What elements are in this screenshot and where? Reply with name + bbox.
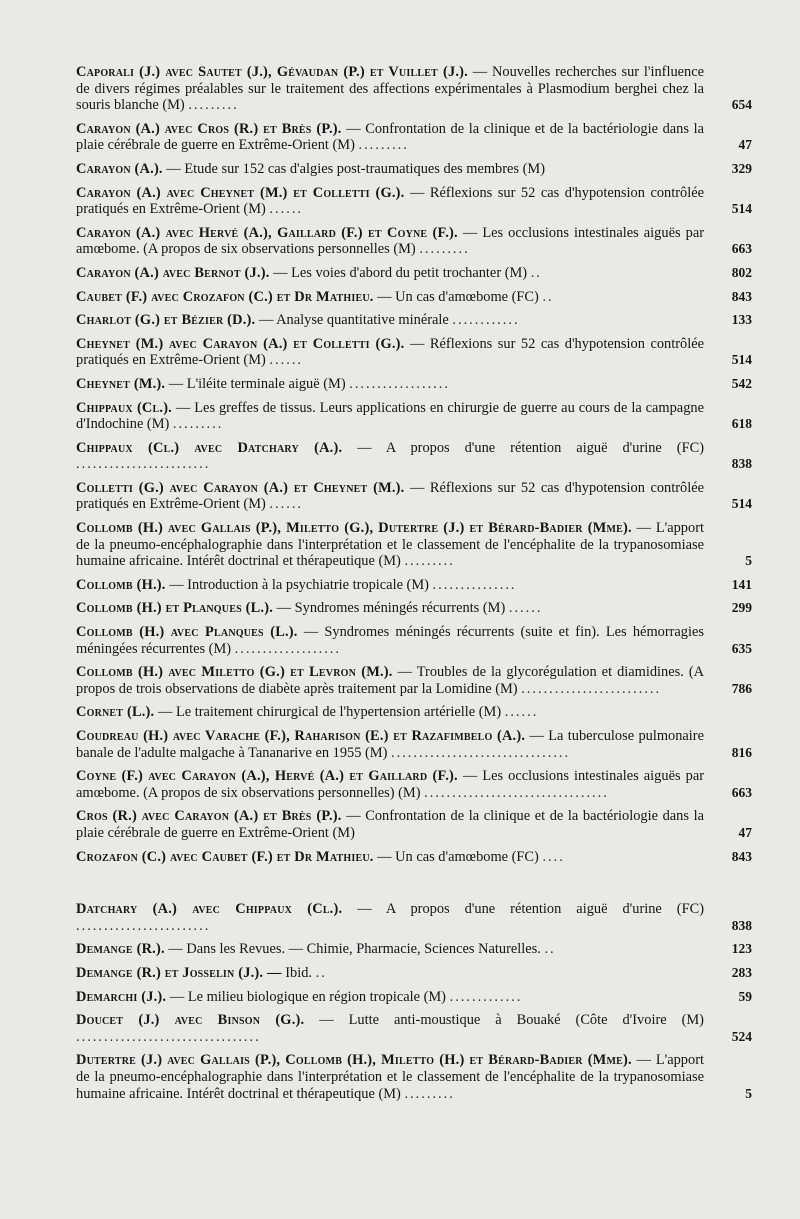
entry-authors: Caporali (J.) avec Sautet (J.), Gévaudan (P.) et Vuillet (J.). xyxy=(76,64,468,80)
entry-page: 283 xyxy=(731,964,752,980)
entry-page: 141 xyxy=(731,576,752,592)
entry-authors: Carayon (A.) avec Cros (R.) et Brès (P.). xyxy=(76,120,342,137)
index-entry: Demange (R.). — Dans les Revues. — Chimie, Pharmacie, Sciences Naturelles. .. 123 xyxy=(76,941,752,958)
entry-authors: Cornet (L.). xyxy=(76,704,155,721)
entry-title: Ibid. xyxy=(285,964,313,981)
entry-page: 816 xyxy=(731,744,752,760)
index-entry xyxy=(76,161,752,178)
entry-title: — Le traitement chirurgical de l'hypertension artérielle (M) xyxy=(157,704,502,721)
author-index xyxy=(76,64,752,1109)
entry-title: — Confrontation de la clinique et de la bactériologie dans la plaie cérébrale de guerre en Extrême-Orient (M) xyxy=(76,120,704,154)
entry-title: — Lutte anti-moustique à Bouaké (Côte d'Ivoire (M) xyxy=(319,1012,704,1029)
entry-authors: Collomb (H.). xyxy=(76,576,166,593)
entry-page: 786 xyxy=(731,680,752,696)
entry-title: — Le milieu biologique en région tropicale (M) xyxy=(169,988,446,1005)
entry-page: 843 xyxy=(731,848,752,864)
index-entry xyxy=(76,808,752,841)
entry-title: — A propos d'une rétention aiguë d'urine (FC) xyxy=(357,901,704,918)
index-entry: Carayon (A.) avec Cros (R.) et Brès (P.). — Confrontation de la clinique et de la bactériologie dans la plaie cérébrale de guerre en Extrême-Orient (M) ......... 47 xyxy=(76,120,752,154)
entry-authors: Demange (R.) et Josselin (J.). — xyxy=(76,964,282,981)
entry-page: 635 xyxy=(731,640,752,656)
entry-authors: Carayon (A.) avec Bernot (J.). xyxy=(76,264,270,281)
index-entry: Collomb (H.) avec Miletto (G.) et Levron (M.). — Troubles de la glycorégulation et diamidines. (A propos de trois observations de diabète après traitement par la Lomidine (M) ......................... 786 xyxy=(76,664,752,697)
entry-authors: Datchary (A.) avec Chippaux (Cl.). xyxy=(76,901,343,918)
entry-authors: Carayon (A.) avec Cheynet (M.) et Colletti (G.). xyxy=(76,184,405,201)
entry-title: — Etude sur 152 cas d'algies post-traumatiques des membres (M) xyxy=(166,160,546,177)
index-entry: Cornet (L.). — Le traitement chirurgical de l'hypertension artérielle (M) ...... xyxy=(76,704,539,721)
entry-page: 329 xyxy=(731,160,752,176)
entry-page: 802 xyxy=(731,264,752,280)
index-entry: Collomb (H.). — Introduction à la psychiatrie tropicale (M) ............... 141 xyxy=(76,576,752,593)
entry-authors: Collomb (H.) avec Miletto (G.) et Levron (M.). xyxy=(76,664,393,681)
entry-authors: Charlot (G.) et Bézier (D.). xyxy=(76,312,256,329)
entry-authors: Collomb (H.) avec Gallais (P.), Miletto (G.), Dutertre (J.) et Bérard-Badier (Mme). xyxy=(76,520,632,537)
index-entry: Caubet (F.) avec Crozafon (C.) et Dr Mathieu. — Un cas d'amœbome (FC) .. 843 xyxy=(76,288,752,305)
entry-title: — L'apport de la pneumo-encéphalographie dans l'interprétation et le classement de l'encéphalite de la trypanosomiase humaine africaine. Intérêt doctrinal et thérapeutique (M) xyxy=(76,520,704,570)
index-entry: Cheynet (M.) avec Carayon (A.) et Colletti (G.). — Réflexions sur 52 cas d'hypotension contrôlée pratiqués en Extrême-Orient (M) ...... 514 xyxy=(76,335,752,369)
entry-page: 514 xyxy=(731,352,752,368)
index-entry: Chippaux (Cl.). — Les greffes de tissus. Leurs applications en chirurgie de guerre au cours de la campagne d'Indochine (M) ......... 618 xyxy=(76,399,752,433)
entry-page: 542 xyxy=(731,375,752,391)
entry-authors: Demarchi (J.). xyxy=(76,988,167,1005)
entry-page: 5 xyxy=(745,553,752,569)
index-entry: Demange (R.) et Josselin (J.). — Ibid. .. 283 xyxy=(76,964,752,981)
entry-page: 133 xyxy=(731,312,752,328)
entry-title: — Dans les Revues. — Chimie, Pharmacie, Sciences Naturelles. xyxy=(168,941,541,958)
entry-authors: Cros (R.) avec Carayon (A.) et Brès (P.). xyxy=(76,808,342,825)
entry-title: — Syndromes méningés récurrents (M) xyxy=(276,600,506,617)
entry-authors: Crozafon (C.) avec Caubet (F.) et Dr Mathieu. xyxy=(76,848,374,865)
entry-authors: Caubet (F.) avec Crozafon (C.) et Dr Mathieu. xyxy=(76,288,374,305)
entry-authors: Cheynet (M.). xyxy=(76,375,166,392)
entry-page: 663 xyxy=(731,784,752,800)
index-entry: Carayon (A.) avec Cheynet (M.) et Colletti (G.). — Réflexions sur 52 cas d'hypotension contrôlée pratiqués en Extrême-Orient (M) ...... 514 xyxy=(76,184,752,218)
index-entry: Collomb (H.) avec Gallais (P.), Miletto (G.), Dutertre (J.) et Bérard-Badier (Mme). — L'apport de la pneumo-encéphalographie dans l'interprétation et le classement de l'encéphalite de la trypanosomiase humaine africaine. Intérêt doctrinal et thérapeutique (M) ......... 5 xyxy=(76,520,752,570)
index-entry: Carayon (A.) avec Hervé (A.), Gaillard (F.) et Coyne (F.). — Les occlusions intestinales aiguës par amœbome. (A propos de six observations personnelles (M) ......... 663 xyxy=(76,224,752,258)
entry-title: — Un cas d'amœbome (FC) xyxy=(377,288,539,305)
entry-page: 5 xyxy=(745,1085,752,1101)
entry-title: — Les greffes de tissus. Leurs applications en chirurgie de guerre au cours de la campagne d'Indochine (M) xyxy=(76,399,704,433)
index-entry: Datchary (A.) avec Chippaux (Cl.). — A propos d'une rétention aiguë d'urine (FC) ........................ 838 xyxy=(76,901,752,934)
entry-page: 663 xyxy=(731,241,752,257)
entry-page: 47 xyxy=(738,137,752,153)
entry-authors: Coyne (F.) avec Carayon (A.), Hervé (A.) et Gaillard (F.). xyxy=(76,768,458,785)
index-entry: Demarchi (J.). — Le milieu biologique en région tropicale (M) ............. 59 xyxy=(76,988,752,1005)
entry-title: — Les voies d'abord du petit trochanter (M) xyxy=(273,264,528,281)
entry-page: 654 xyxy=(731,97,752,113)
entry-title: — Réflexions sur 52 cas d'hypotension contrôlée pratiqués en Extrême-Orient (M) xyxy=(76,479,704,513)
entry-page: 59 xyxy=(738,988,752,1004)
entry-title: — La tuberculose pulmonaire banale de l'adulte malgache à Tananarive en 1955 (M) xyxy=(76,728,704,761)
index-entry: Coudreau (H.) avec Varache (F.), Raharison (E.) et Razafimbelo (A.). — La tuberculose pulmonaire banale de l'adulte malgache à Tananarive en 1955 (M) ................................ 816 xyxy=(76,728,752,761)
entry-page: 843 xyxy=(731,288,752,304)
index-entry: Cheynet (M.). — L'iléite terminale aiguë (M) .................. 542 xyxy=(76,375,752,392)
entry-authors: Cheynet (M.) avec Carayon (A.) et Colletti (G.). xyxy=(76,335,405,352)
entry-page: 514 xyxy=(731,496,752,512)
entry-title: — Analyse quantitative minérale xyxy=(258,312,449,329)
index-entry: Colletti (G.) avec Carayon (A.) et Cheynet (M.). — Réflexions sur 52 cas d'hypotension contrôlée pratiqués en Extrême-Orient (M) ...... 514 xyxy=(76,479,752,513)
entry-title: — L'iléite terminale aiguë (M) xyxy=(168,375,346,392)
entry-authors: Chippaux (Cl.). xyxy=(76,399,172,416)
entry-authors: Coudreau (H.) avec Varache (F.), Raharison (E.) et Razafimbelo (A.). xyxy=(76,728,526,744)
entry-page: 524 xyxy=(731,1028,752,1044)
entry-title: — Un cas d'amœbome (FC) xyxy=(377,848,539,865)
entry-authors: Doucet (J.) avec Binson (G.). xyxy=(76,1012,305,1029)
entry-title: — Les occlusions intestinales aiguës par amœbome. (A propos de six observations personnelles (M) xyxy=(76,224,705,258)
index-entry: Collomb (H.) et Planques (L.). — Syndromes méningés récurrents (M) ...... 299 xyxy=(76,600,752,617)
entry-page: 123 xyxy=(731,941,752,957)
entry-title: — Réflexions sur 52 cas d'hypotension contrôlée pratiqués en Extrême-Orient (M) xyxy=(76,335,704,369)
entry-authors: Demange (R.). xyxy=(76,941,165,958)
entry-title: — A propos d'une rétention aiguë d'urine (FC) xyxy=(357,439,704,456)
index-entry: Caporali (J.) avec Sautet (J.), Gévaudan (P.) et Vuillet (J.). — Nouvelles recherches sur l'influence de divers régimes préalables sur le traitement des affections expérimentales à Plasmodium berghei chez la souris blanche (M) ......... 654 xyxy=(76,64,752,114)
entry-authors: Collomb (H.) et Planques (L.). xyxy=(76,600,274,617)
index-entry: Charlot (G.) et Bézier (D.). — Analyse quantitative minérale ............ 133 xyxy=(76,312,752,329)
entry-page: 838 xyxy=(731,917,752,933)
entry-title: — Introduction à la psychiatrie tropicale (M) xyxy=(169,576,429,593)
entry-title: — Nouvelles recherches sur l'influence de divers régimes préalables sur le traitement des affections expérimentales à Plasmodium berghei chez la souris blanche (M) xyxy=(76,64,705,114)
entry-authors: Carayon (A.) avec Hervé (A.), Gaillard (F.) et Coyne (F.). xyxy=(76,224,458,241)
index-entry: Doucet (J.) avec Binson (G.). — Lutte anti-moustique à Bouaké (Côte d'Ivoire (M) ................................. 524 xyxy=(76,1012,752,1045)
entry-page: 838 xyxy=(731,456,752,472)
entry-authors: Carayon (A.). xyxy=(76,160,163,177)
entry-title: — Réflexions sur 52 cas d'hypotension contrôlée pratiqués en Extrême-Orient (M) xyxy=(76,184,704,218)
entry-title: — Troubles de la glycorégulation et diamidines. (A propos de trois observations de diabète après traitement par la Lomidine (M) xyxy=(76,664,705,697)
entry-page: 514 xyxy=(731,201,752,217)
entry-authors: Colletti (G.) avec Carayon (A.) et Cheynet (M.). xyxy=(76,479,405,496)
entry-title: — L'apport de la pneumo-encéphalographie dans l'interprétation et le classement de l'encéphalite de la trypanosomiase humaine africaine. Intérêt doctrinal et thérapeutique (M) xyxy=(76,1052,704,1102)
entry-title: — Les occlusions intestinales aiguës par amœbome. (A propos de six observations personnelles) (M) xyxy=(76,768,705,801)
index-entry: Carayon (A.) avec Bernot (J.). — Les voies d'abord du petit trochanter (M) .. 802 xyxy=(76,264,752,281)
entry-page: 47 xyxy=(738,824,752,840)
index-entry: Dutertre (J.) avec Gallais (P.), Collomb (H.), Miletto (H.) et Bérard-Badier (Mme). — L'apport de la pneumo-encéphalographie dans l'interprétation et le classement de l'encéphalite de la trypanosomiase humaine africaine. Intérêt doctrinal et thérapeutique (M) ......... 5 xyxy=(76,1052,752,1102)
entry-title: — Syndromes méningés récurrents (suite et fin). Les hémorragies méningées récurrentes (M) xyxy=(76,624,704,657)
index-entry: Coyne (F.) avec Carayon (A.), Hervé (A.) et Gaillard (F.). — Les occlusions intestinales aiguës par amœbome. (A propos de six observations personnelles) (M) ................................. 663 xyxy=(76,768,752,801)
entry-authors: Dutertre (J.) avec Gallais (P.), Collomb (H.), Miletto (H.) et Bérard-Badier (Mme). xyxy=(76,1052,632,1069)
entry-page: 618 xyxy=(731,416,752,432)
entry-authors: Chippaux (Cl.) avec Datchary (A.). xyxy=(76,439,343,456)
entry-title: — Confrontation de la clinique et de la bactériologie dans la plaie cérébrale de guerre en Extrême-Orient (M) xyxy=(76,808,704,841)
index-entry: Collomb (H.) avec Planques (L.). — Syndromes méningés récurrents (suite et fin). Les hémorragies méningées récurrentes (M) ................... 635 xyxy=(76,624,752,657)
index-entry: Chippaux (Cl.) avec Datchary (A.). — A propos d'une rétention aiguë d'urine (FC) ........................ 838 xyxy=(76,439,752,473)
entry-authors: Collomb (H.) avec Planques (L.). xyxy=(76,624,298,641)
entry-page: 299 xyxy=(731,600,752,616)
index-entry: Crozafon (C.) avec Caubet (F.) et Dr Mathieu. — Un cas d'amœbome (FC) .... 843 xyxy=(76,848,752,865)
